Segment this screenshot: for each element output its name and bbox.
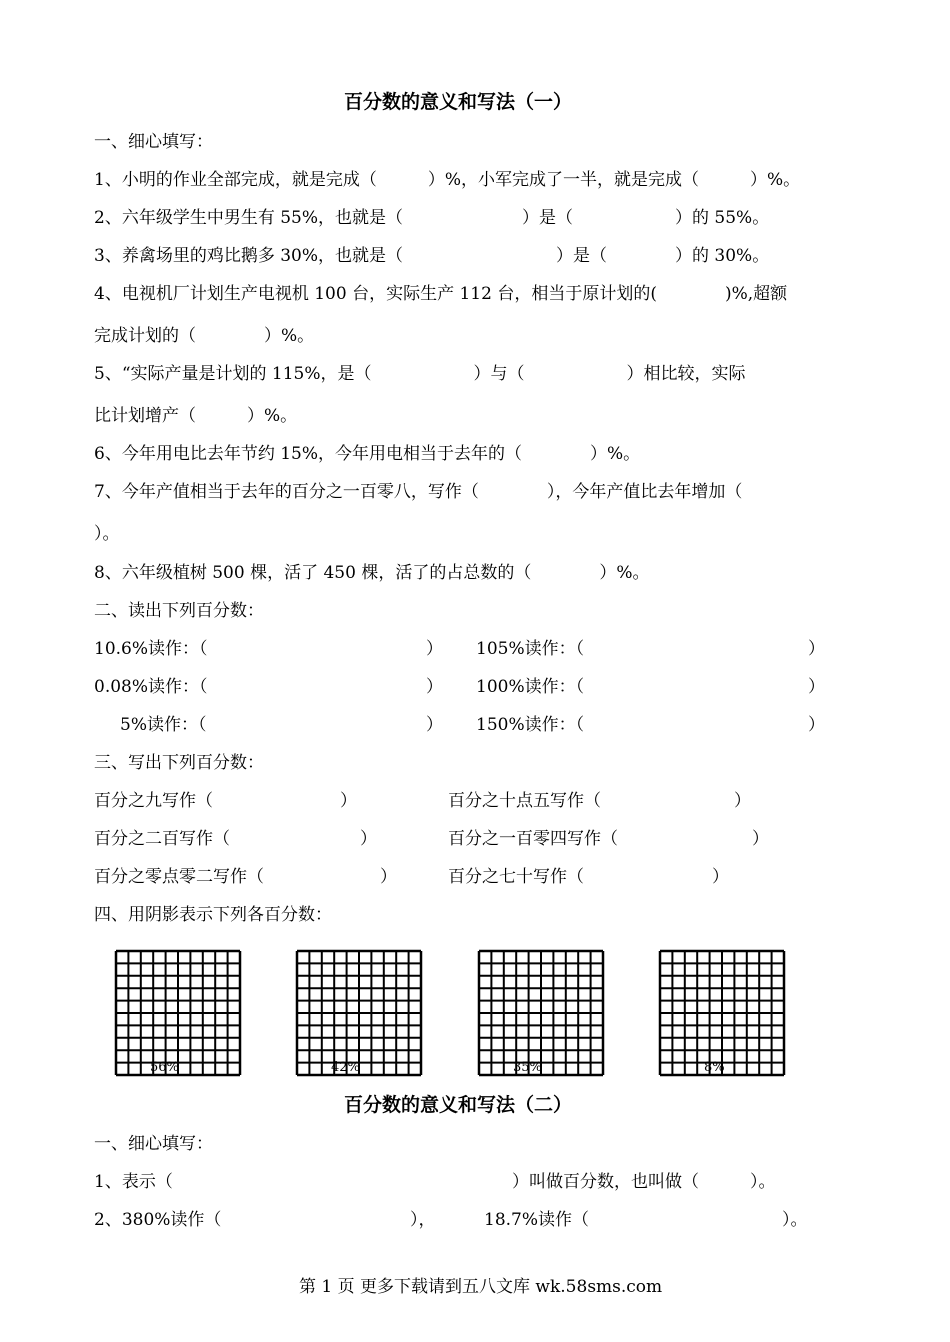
hundred-grid-3[interactable] [477, 949, 605, 1077]
write-close-paren: ） [380, 867, 397, 887]
write-item-0-02: 百分之零点零二写作（ [94, 867, 264, 887]
question-5-line-2: 比计划增产（ ）%。 [94, 406, 298, 426]
hundred-grid-1[interactable] [114, 949, 242, 1077]
read-item-10-6: 10.6%读作：（ [94, 639, 208, 659]
grid-label: 56% [150, 1060, 179, 1075]
read-item-100: 100%读作：（ [476, 677, 585, 697]
write-close-paren: ） [752, 829, 769, 849]
read-item-5: 5%读作：（ [120, 715, 207, 735]
write-item-104: 百分之一百零四写作（ [448, 829, 618, 849]
page-title: 百分数的意义和写法（一） [344, 91, 573, 113]
part2-question-2-b: ）， [410, 1210, 436, 1230]
section-heading-fill: 一、细心填写： [94, 132, 213, 152]
question-4-line-1: 4、电视机厂计划生产电视机 100 台，实际生产 112 台，相当于原计划的( )%,超额 [94, 284, 788, 304]
part2-question-2-a: 2、380%读作（ [94, 1210, 222, 1230]
question-5-line-1: 5、“实际产量是计划的 115%，是（ ）与（ ）相比较，实际 [94, 364, 746, 384]
write-item-10-5: 百分之十点五写作（ [448, 791, 601, 811]
read-close-paren: ） [426, 639, 443, 659]
read-close-paren: ） [808, 639, 825, 659]
question-1: 1、小明的作业全部完成，就是完成（ ）%，小军完成了一半，就是完成（ ）%。 [94, 170, 801, 190]
write-close-paren: ） [712, 867, 729, 887]
part2-question-2-d: ）。 [782, 1210, 808, 1230]
write-item-70: 百分之七十写作（ [448, 867, 584, 887]
section-heading-shade: 四、用阴影表示下列各百分数： [94, 905, 332, 925]
write-item-9: 百分之九写作（ [94, 791, 213, 811]
section-heading-read: 二、读出下列百分数： [94, 601, 264, 621]
grid-label: 42% [331, 1060, 360, 1075]
question-7-line-1: 7、今年产值相当于去年的百分之一百零八，写作（ ），今年产值比去年增加（ [94, 482, 743, 502]
question-2: 2、六年级学生中男生有 55%，也就是（ ）是（ ）的 55%。 [94, 208, 770, 228]
section-heading-fill-2: 一、细心填写： [94, 1134, 213, 1154]
page-title-2: 百分数的意义和写法（二） [344, 1094, 573, 1116]
read-close-paren: ） [426, 677, 443, 697]
question-8: 8、六年级植树 500 棵，活了 450 棵，活了的占总数的（ ）%。 [94, 563, 650, 583]
page-footer: 第 1 页 更多下载请到五八文库 wk.58sms.com [299, 1277, 663, 1297]
part2-question-2-c: 18.7%读作（ [484, 1210, 590, 1230]
read-item-150: 150%读作：（ [476, 715, 585, 735]
question-4-line-2: 完成计划的（ ）%。 [94, 326, 315, 346]
section-heading-write: 三、写出下列百分数： [94, 753, 264, 773]
read-close-paren: ） [426, 715, 443, 735]
question-7-line-2: ）。 [94, 524, 120, 544]
hundred-grid-2[interactable] [295, 949, 423, 1077]
write-close-paren: ） [360, 829, 377, 849]
part2-question-1-start: 1、表示（ [94, 1172, 173, 1192]
read-close-paren: ） [808, 677, 825, 697]
read-item-105: 105%读作：（ [476, 639, 585, 659]
grid-label: 8% [704, 1060, 725, 1075]
question-3: 3、养禽场里的鸡比鹅多 30%，也就是（ ）是（ ）的 30%。 [94, 246, 770, 266]
part2-question-1-end: ）叫做百分数，也叫做（ ）。 [512, 1172, 776, 1192]
read-close-paren: ） [808, 715, 825, 735]
grid-label: 35% [513, 1060, 542, 1075]
write-close-paren: ） [734, 791, 751, 811]
write-item-200: 百分之二百写作（ [94, 829, 230, 849]
hundred-grid-4[interactable] [658, 949, 786, 1077]
question-6: 6、今年用电比去年节约 15%，今年用电相当于去年的（ ）%。 [94, 444, 641, 464]
read-item-0-08: 0.08%读作：（ [94, 677, 208, 697]
write-close-paren: ） [340, 791, 357, 811]
